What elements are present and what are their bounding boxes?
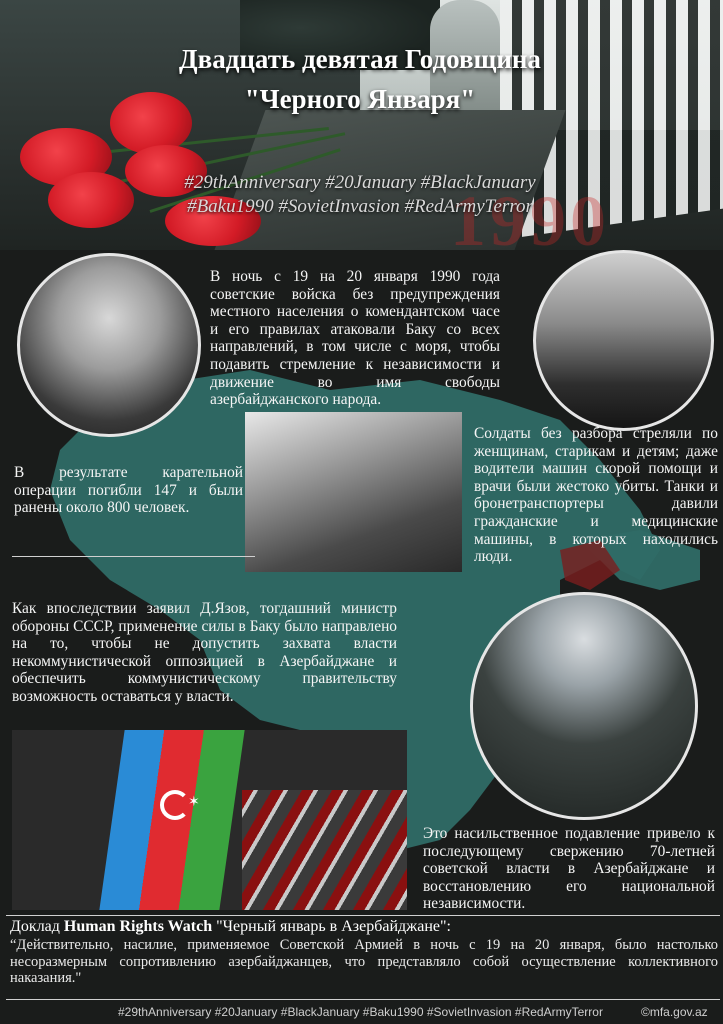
paragraph-soldiers: Солдаты без разбора стреляли по женщинам, старикам и детям; даже водители машин скорой помощи и врачи были жестоко убиты. Танки и бронетранспортеры давили гражданские и медицинские машины, в которых находились люди. — [474, 425, 718, 566]
header-hashtags-line-1: #29thAnniversary #20January #BlackJanuary — [184, 172, 536, 193]
armored-vehicles-photo-circle — [533, 250, 714, 431]
paragraph-yazov: Как впоследствии заявил Д.Язов, тогдашний министр обороны СССР, применение силы в Баку было направлено на то, чтобы не допустить захвата власти некоммунистической оппозицией в Азербайджане и обеспечить коммунистическому правительству возможность оставаться у власти. — [12, 600, 397, 705]
page-title-line-2: "Черного Января" — [244, 84, 476, 114]
divider — [6, 915, 720, 916]
header-banner — [0, 0, 723, 250]
crowd-photo-circle — [17, 253, 201, 437]
quote-report-title: "Черный январь в Азербайджане": — [212, 918, 451, 935]
paragraph-attack: В ночь с 19 на 20 января 1990 года советские войска без предупреждения местного населения о комендантском часе и его правилах атаковали Баку со всех направлений, в том числе с моря, чтобы подавить стремление к независимости и движение во имя свободы азербайджанского народа. — [210, 268, 500, 409]
carnation-flower — [48, 172, 134, 228]
paragraph-victims: В результате карательной операции погибли 147 и были ранены около 800 человек. — [14, 464, 243, 517]
footer-credit: ©mfa.gov.az — [641, 1005, 708, 1019]
mass-rally-photo-circle — [470, 592, 698, 820]
quote-org-name: Human Rights Watch — [63, 918, 213, 935]
azerbaijan-flag — [99, 730, 244, 910]
quote-heading — [10, 918, 451, 936]
quote-text: “Действительно, насилие, применяемое Советской Армией в ночь с 19 на 20 января, было настолько несоразмерным сопротивлению азербайджанцев, что представляло собой осуществление коллективного наказания." — [10, 937, 718, 986]
footer-hashtags: #29thAnniversary #20January #BlackJanuary #Baku1990 #SovietInvasion #RedArmyTerror — [118, 1005, 603, 1019]
flag-mourning-photo — [12, 730, 407, 910]
crushed-car-photo — [245, 412, 462, 572]
crescent-icon — [160, 790, 190, 820]
year-1990-watermark: 1990 — [450, 181, 610, 250]
quote-prefix: Доклад — [10, 918, 64, 935]
paragraph-independence: Это насильственное подавление привело к последующему свержению 70-летней советской власти в Азербайджане и восстановлению его национальной независимости. — [423, 825, 715, 913]
page-title-line-1: Двадцать девятая Годовщина — [179, 44, 541, 74]
divider — [6, 999, 720, 1000]
carnations-on-ground — [242, 790, 407, 910]
star-icon: ✶ — [188, 795, 200, 810]
divider — [12, 556, 255, 557]
header-hashtags-line-2: #Baku1990 #SovietInvasion #RedArmyTerror — [187, 196, 533, 217]
